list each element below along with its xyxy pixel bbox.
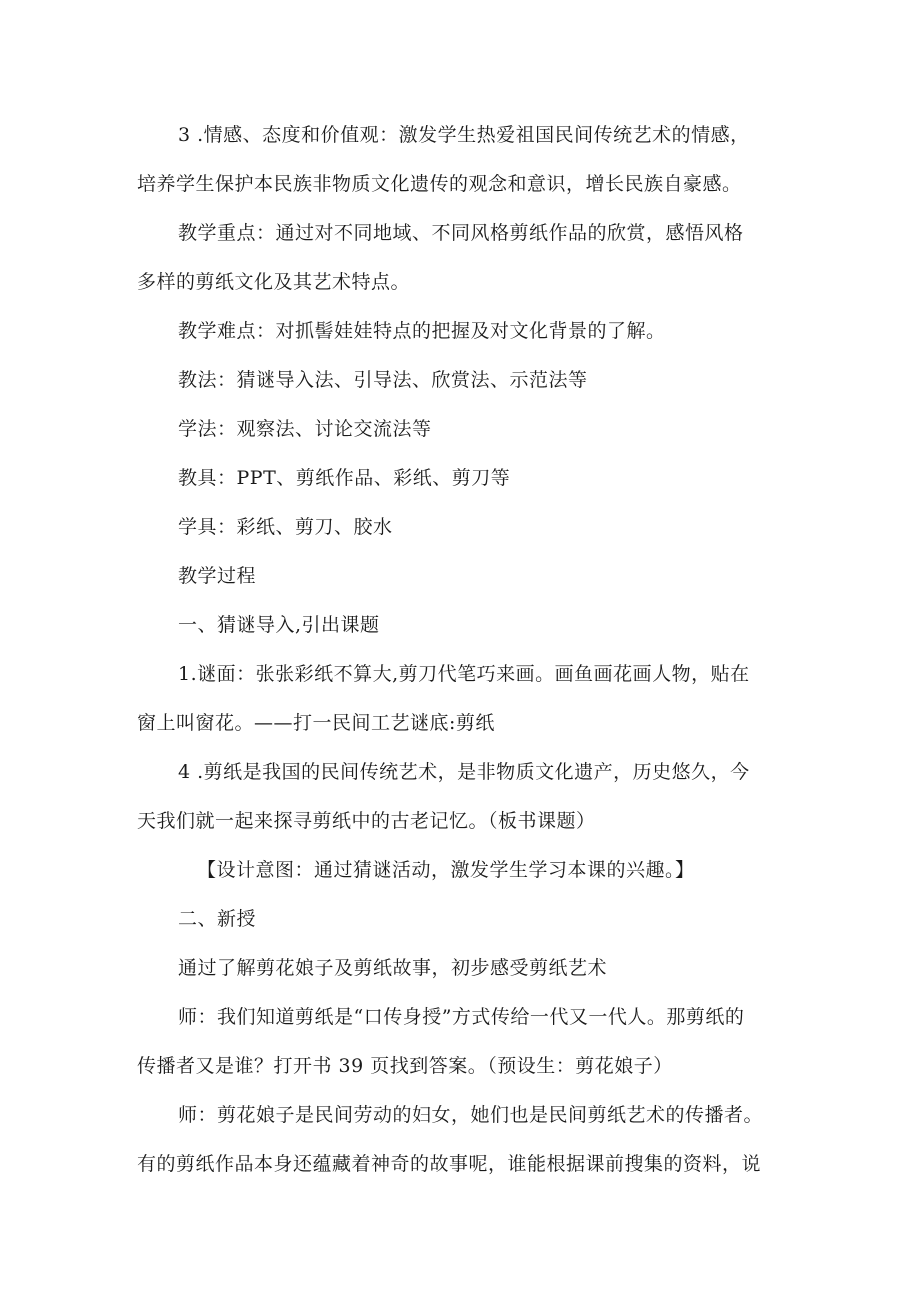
- text-line-17: 二、新授: [178, 908, 257, 930]
- text-line-22: 有的剪纸作品本身还蕴藏着神奇的故事呢，谁能根据课前搜集的资料，说: [137, 1153, 762, 1175]
- text-line-10: 教学过程: [178, 565, 257, 587]
- text-line-14: 4 .剪纸是我国的民间传统艺术，是非物质文化遗产，历史悠久，今: [178, 761, 750, 783]
- text-line-15: 天我们就一起来探寻剪纸中的古老记忆。（板书课题）: [137, 810, 596, 832]
- text-line-18: 通过了解剪花娘子及剪纸故事，初步感受剪纸艺术: [178, 957, 608, 979]
- text-line-3: 教学重点：通过对不同地域、不同风格剪纸作品的欣赏，感悟风格: [178, 222, 744, 244]
- text-line-6: 教法：猜谜导入法、引导法、欣赏法、示范法等: [178, 369, 588, 391]
- text-line-7: 学法：观察法、讨论交流法等: [178, 418, 432, 440]
- text-line-1: 3 .情感、态度和价值观：激发学生热爱祖国民间传统艺术的情感，: [178, 124, 750, 146]
- text-line-16: 【设计意图：通过猜谜活动，激发学生学习本课的兴趣。】: [197, 859, 695, 881]
- text-line-21: 师：剪花娘子是民间劳动的妇女，她们也是民间剪纸艺术的传播者。: [178, 1104, 764, 1126]
- text-line-12: 1.谜面：张张彩纸不算大,剪刀代笔巧来画。画鱼画花画人物，贴在: [178, 663, 750, 685]
- text-line-2: 培养学生保护本民族非物质文化遗传的观念和意识，增长民族自豪感。: [137, 173, 742, 195]
- text-line-4: 多样的剪纸文化及其艺术特点。: [137, 271, 411, 293]
- text-line-5: 教学难点：对抓髻娃娃特点的把握及对文化背景的了解。: [178, 320, 666, 342]
- text-line-9: 学具：彩纸、剪刀、胶水: [178, 516, 393, 538]
- text-line-20: 传播者又是谁？打开书 39 页找到答案。（预设生：剪花娘子）: [137, 1055, 673, 1077]
- text-line-19: 师：我们知道剪纸是“口传身授”方式传给一代又一代人。那剪纸的: [178, 1006, 745, 1028]
- text-line-11: 一、猜谜导入,引出课题: [178, 614, 380, 636]
- text-line-8: 教具：PPT、剪纸作品、彩纸、剪刀等: [178, 467, 511, 489]
- text-line-13: 窗上叫窗花。——打一民间工艺谜底:剪纸: [137, 712, 495, 734]
